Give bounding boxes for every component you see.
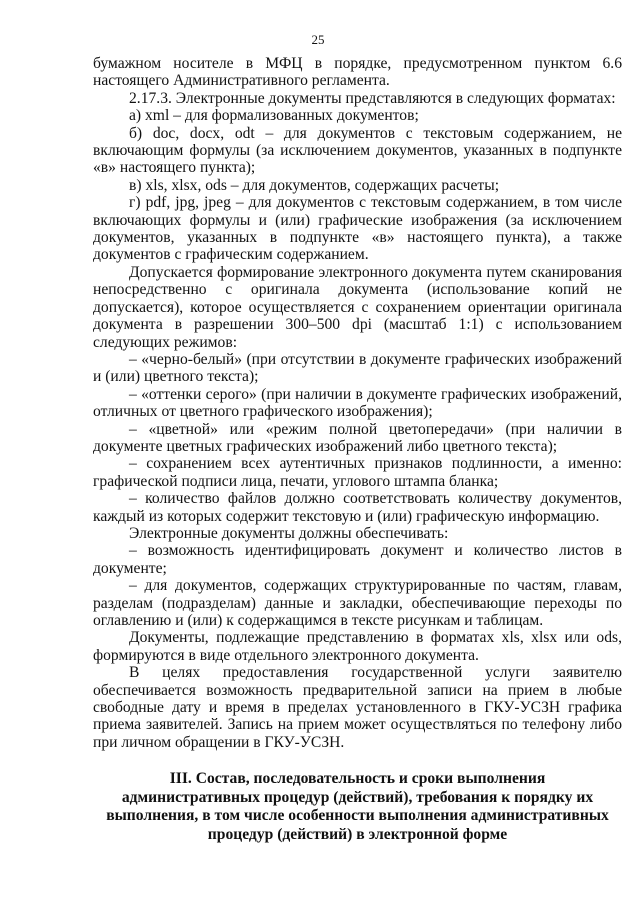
list-item: – «цветной» или «режим полной цветопередачи» (при наличии в документе цветных графических изображений либо цветного текста);	[93, 420, 622, 455]
list-item: – «оттенки серого» (при наличии в документе графических изображений, отличных от цветного графического изображения);	[93, 385, 622, 421]
paragraph: 2.17.3. Электронные документы представляются в следующих форматах:	[129, 89, 616, 107]
section-heading-line: выполнения, в том числе особенности выполнения административных	[106, 807, 609, 824]
paragraph: В целях предоставления государственной услуги заявителю обеспечивается возможность предварительной записи на прием в любые свободные дату и время в пределах установленного в ГКУ-УСЗН графика приема заявителей. Запись на прием может осуществляться по телефону либо при личном обращении в ГКУ-УСЗН.	[93, 664, 622, 751]
page-number: 25	[311, 32, 325, 47]
section-heading-line: III. Состав, последовательность и сроки выполнения	[169, 770, 546, 787]
list-item: б) doc, docx, odt – для документов с текстовым содержанием, не включающим формулы (за исключением документов, указанных в подпункте «в» настоящего пункта);	[93, 124, 622, 177]
paragraph: Документы, подлежащие представлению в форматах xls, xlsx или ods, формируются в виде отдельного электронного документа.	[93, 629, 622, 664]
list-item: а) xml – для формализованных документов;	[129, 107, 419, 125]
list-item: в) xls, xlsx, ods – для документов, содержащих расчеты;	[129, 176, 500, 194]
list-item: – «черно-белый» (при отсутствии в документе графических изображений и (или) цветного текста);	[93, 350, 622, 386]
list-item: – возможность идентифицировать документ и количество листов в документе;	[93, 542, 622, 577]
list-item: – сохранением всех аутентичных признаков подлинности, а именно: графической подписи лица, печати, углового штампа бланка;	[93, 455, 622, 490]
section-heading	[93, 770, 622, 844]
list-item: – количество файлов должно соответствовать количеству документов, каждый из которых содержит текстовую и (или) графическую информацию.	[93, 490, 622, 525]
document-body	[93, 55, 622, 751]
section-heading-line: административных процедур (действий), требования к порядку их	[121, 788, 594, 806]
paragraph: Допускается формирование электронного документа путем сканирования непосредственно с оригинала документа (использование копий не допускается), которое осуществляется с сохранением ориентации оригинала документа в разрешении 300–500 dpi (масштаб 1:1) с использованием следующих режимов:	[93, 263, 622, 351]
paragraph: Электронные документы должны обеспечивать:	[129, 524, 449, 542]
paragraph: бумажном носителе в МФЦ в порядке, предусмотренном пунктом 6.6 настоящего Административного регламента.	[93, 55, 622, 90]
section-heading-line: процедур (действий) в электронной форме	[207, 825, 508, 843]
list-item: – для документов, содержащих структурированные по частям, главам, разделам (подразделам) данные и закладки, обеспечивающие переходы по оглавлению и (или) к содержащимся в тексте рисункам и таблицам.	[93, 577, 622, 629]
list-item: г) pdf, jpg, jpeg – для документов с текстовым содержанием, в том числе включающих формулы и (или) графические изображения (за исключением документов, указанных в подпункте «в» настоящего пункта), а также документов с графическим содержанием.	[93, 194, 622, 264]
